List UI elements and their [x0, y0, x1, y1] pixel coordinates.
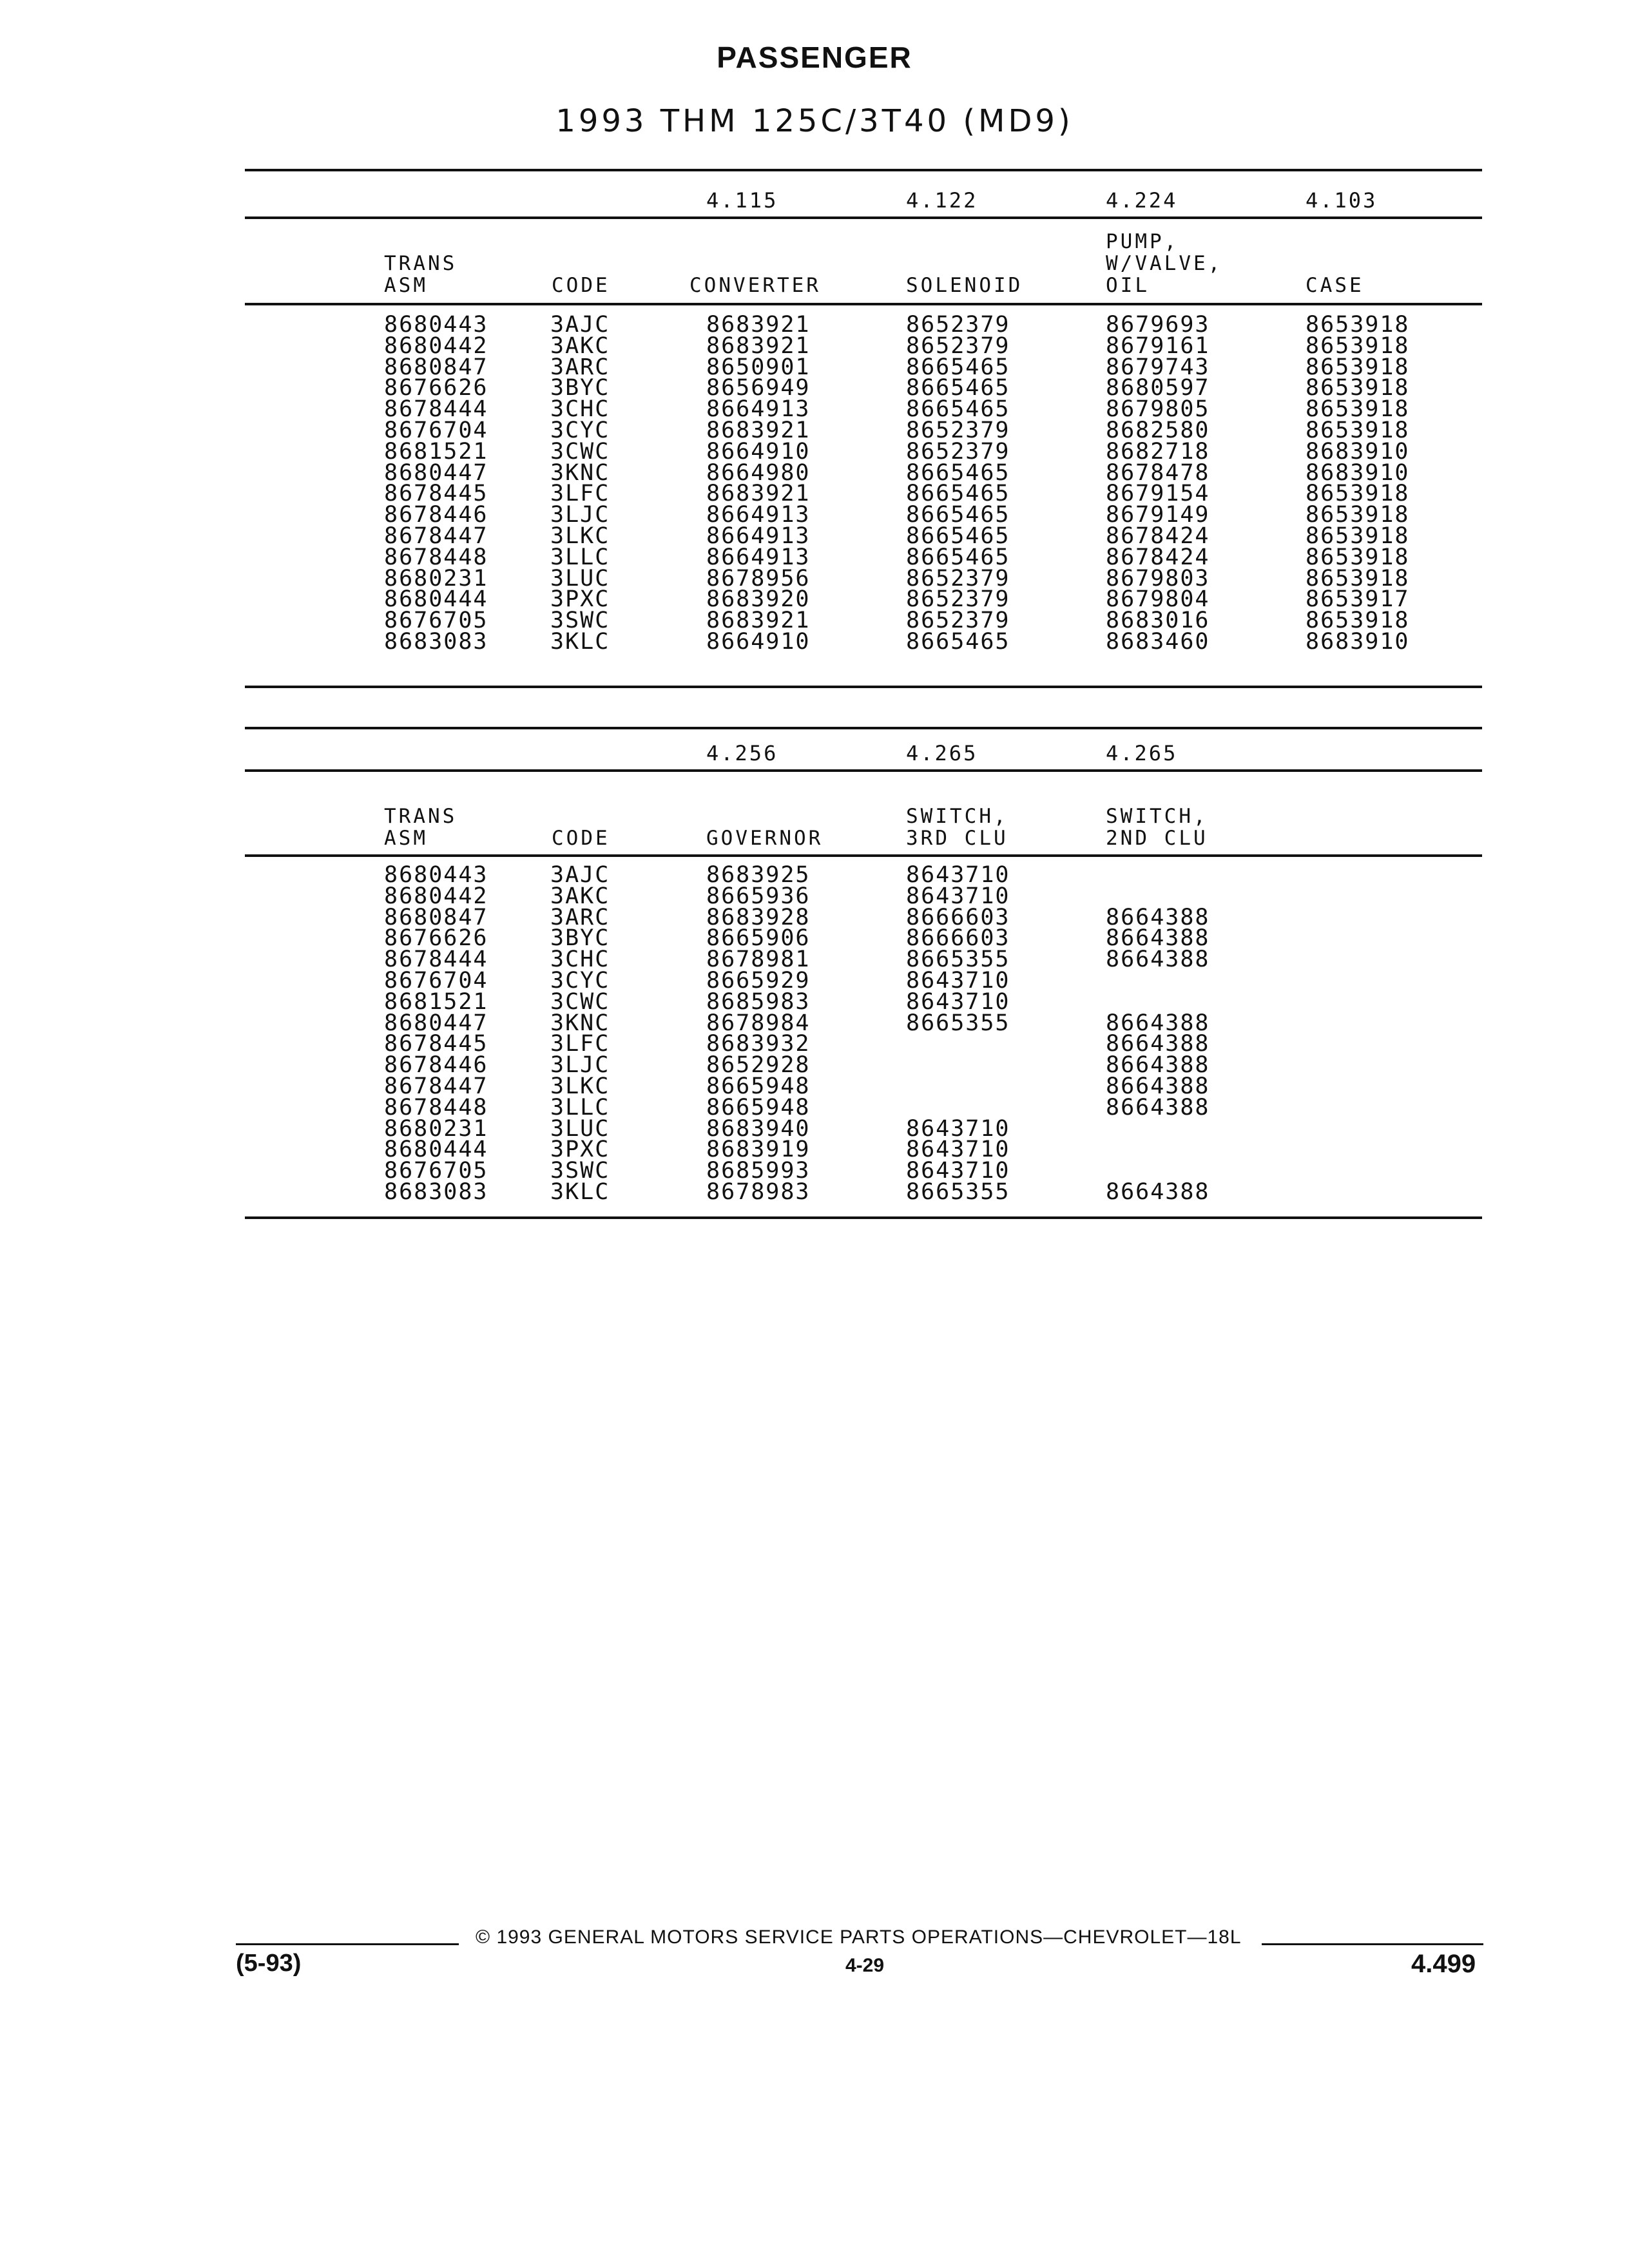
table-cell: 8652379: [906, 565, 1010, 591]
table-cell: 8664388: [1106, 1010, 1210, 1036]
table-cell: 8665465: [906, 396, 1010, 423]
table-cell: 8683910: [1306, 459, 1410, 486]
table-cell: 8678956: [706, 565, 811, 591]
table-cell: 8680443: [384, 862, 488, 888]
table-cell: 3LJC: [550, 502, 610, 528]
table-cell: 8664913: [706, 544, 811, 570]
table-cell: 8653918: [1306, 608, 1410, 634]
table-cell: 8679805: [1106, 396, 1210, 423]
table-cell: 8643710: [906, 1158, 1010, 1184]
table-cell: 8650901: [706, 354, 811, 380]
table-cell: 8665355: [906, 947, 1010, 973]
table-cell: 8676626: [384, 925, 488, 952]
table-cell: 8680447: [384, 459, 488, 486]
table-cell: 3KNC: [550, 459, 610, 486]
table-cell: 8683083: [384, 629, 488, 655]
table-cell: 8653918: [1306, 332, 1410, 359]
section-number: 4.115: [706, 188, 778, 213]
table-cell: 3AJC: [550, 862, 610, 888]
table-cell: 8652379: [906, 608, 1010, 634]
table-cell: 3SWC: [550, 608, 610, 634]
table-cell: 8652379: [906, 418, 1010, 443]
table-cell: 8683920: [706, 586, 811, 613]
page-title: PASSENGER: [717, 41, 912, 74]
table-cell: 3PXC: [550, 586, 610, 613]
table-cell: 8643710: [906, 968, 1010, 994]
table-cell: 8664980: [706, 459, 811, 486]
section-number: 4.265: [1106, 741, 1178, 765]
table-cell: 8680847: [384, 354, 488, 380]
table-cell: 8652379: [906, 438, 1010, 465]
table-cell: 8683921: [706, 418, 811, 443]
table-cell: 8678981: [706, 947, 811, 973]
table-cell: 8683932: [706, 1031, 811, 1057]
table-cell: 8665936: [706, 883, 811, 909]
table-cell: 3KNC: [550, 1010, 610, 1036]
header-switch-3rd: SWITCH,: [906, 805, 1008, 828]
table-cell: 8678984: [706, 1010, 811, 1036]
table-cell: 8665465: [906, 544, 1010, 570]
table-cell: 8680443: [384, 312, 488, 338]
table-cell: 8678447: [384, 1073, 488, 1099]
table-cell: 8678424: [1106, 544, 1210, 570]
table-cell: 8666603: [906, 904, 1010, 930]
table-cell: 8664913: [706, 502, 811, 528]
table-cell: 3CYC: [550, 418, 610, 443]
table-cell: 8683921: [706, 608, 811, 634]
table-cell: 8664913: [706, 523, 811, 549]
section-number-footer: 4.499: [1411, 1950, 1476, 1978]
table-cell: 8664388: [1106, 947, 1210, 973]
table-cell: 3PXC: [550, 1137, 610, 1163]
table-cell: 8653918: [1306, 544, 1410, 570]
table-cell: 8681521: [384, 438, 488, 465]
table-cell: 8678983: [706, 1179, 811, 1205]
table-cell: 8678448: [384, 1094, 488, 1120]
table-cell: 3AKC: [550, 332, 610, 359]
table-cell: 8664388: [1106, 1094, 1210, 1120]
table-cell: 8643710: [906, 1137, 1010, 1163]
table-cell: 8678447: [384, 523, 488, 549]
table-cell: 8665929: [706, 968, 811, 994]
table-cell: 8665465: [906, 523, 1010, 549]
header-pump: OIL: [1106, 274, 1150, 297]
header-code: CODE: [552, 827, 610, 850]
page-subtitle: 1993 THM 125C/3T40 (MD9): [555, 103, 1074, 139]
header-pump: W/VALVE,: [1106, 252, 1223, 275]
table-cell: 8653918: [1306, 523, 1410, 549]
table-cell: 8664913: [706, 396, 811, 423]
table-cell: 3KLC: [550, 1179, 610, 1205]
table-cell: 8665465: [906, 502, 1010, 528]
table-cell: 8679803: [1106, 565, 1210, 591]
table-cell: 8665465: [906, 354, 1010, 380]
table-cell: 8666603: [906, 925, 1010, 952]
table-rule: [245, 727, 1482, 729]
table-cell: 8643710: [906, 1115, 1010, 1142]
table-cell: 8665465: [906, 459, 1010, 486]
table-cell: 8685983: [706, 988, 811, 1015]
table-cell: 3ARC: [550, 904, 610, 930]
table-cell: 8664388: [1106, 1179, 1210, 1205]
table-cell: 8679161: [1106, 332, 1210, 359]
table-cell: 8683460: [1106, 629, 1210, 655]
table-cell: 8680231: [384, 565, 488, 591]
table-cell: 8664388: [1106, 925, 1210, 952]
table-cell: 8643710: [906, 862, 1010, 888]
table-cell: 8680442: [384, 883, 488, 909]
table-cell: 3ARC: [550, 354, 610, 380]
table-cell: 8652379: [906, 586, 1010, 613]
table-cell: 8664910: [706, 438, 811, 465]
table-cell: 8679693: [1106, 312, 1210, 338]
table-cell: 8678478: [1106, 459, 1210, 486]
section-number: 4.265: [906, 741, 978, 765]
table-cell: 3LLC: [550, 1094, 610, 1120]
table-cell: 8665948: [706, 1073, 811, 1099]
table-cell: 3LLC: [550, 544, 610, 570]
table-cell: 8665465: [906, 375, 1010, 401]
header-trans: TRANS: [384, 805, 458, 828]
table-cell: 3CHC: [550, 396, 610, 423]
table-cell: 8682718: [1106, 438, 1210, 465]
table-cell: 8683940: [706, 1115, 811, 1142]
table-cell: 8676705: [384, 1158, 488, 1184]
table-cell: 8683083: [384, 1179, 488, 1205]
table-cell: 8656949: [706, 375, 811, 401]
table-cell: 8683921: [706, 332, 811, 359]
header-asm: ASM: [384, 827, 428, 850]
table-cell: 8678445: [384, 1031, 488, 1057]
table-cell: 8678446: [384, 1052, 488, 1079]
section-number: 4.103: [1306, 188, 1378, 213]
table-cell: 8683921: [706, 481, 811, 507]
copyright-text: © 1993 GENERAL MOTORS SERVICE PARTS OPERATIONS—CHEVROLET—18L: [476, 1927, 1242, 1948]
page-number: 4-29: [845, 1955, 885, 1976]
table-cell: 8680444: [384, 586, 488, 613]
table-cell: 8680597: [1106, 375, 1210, 401]
table-cell: 3LFC: [550, 1031, 610, 1057]
table-cell: 3LUC: [550, 565, 610, 591]
table-cell: 8680442: [384, 332, 488, 359]
table-cell: 3KLC: [550, 629, 610, 655]
table-cell: 8664388: [1106, 1073, 1210, 1099]
header-switch-3rd: 3RD CLU: [906, 827, 1008, 850]
footer-rule: [236, 1943, 459, 1945]
table-cell: 8683910: [1306, 629, 1410, 655]
revision-date: (5-93): [236, 1950, 302, 1977]
table-cell: 8679743: [1106, 354, 1210, 380]
table-cell: 8682580: [1106, 418, 1210, 443]
table-cell: 3LUC: [550, 1115, 610, 1142]
header-converter: CONVERTER: [689, 274, 821, 297]
footer-rule: [1262, 1943, 1483, 1945]
table-rule: [245, 854, 1482, 857]
table-cell: 8680444: [384, 1137, 488, 1163]
table-cell: 3BYC: [550, 925, 610, 952]
header-switch-2nd: 2ND CLU: [1106, 827, 1208, 850]
table-cell: 8653918: [1306, 418, 1410, 443]
table-cell: 8678444: [384, 947, 488, 973]
table-cell: 8664388: [1106, 904, 1210, 930]
table-cell: 8653918: [1306, 354, 1410, 380]
table-rule: [245, 169, 1482, 171]
table-cell: 8678445: [384, 481, 488, 507]
table-cell: 8678446: [384, 502, 488, 528]
table-cell: 8685993: [706, 1158, 811, 1184]
table-cell: 8652379: [906, 332, 1010, 359]
table-cell: 8676704: [384, 418, 488, 443]
section-number: 4.224: [1106, 188, 1178, 213]
header-trans: TRANS: [384, 252, 458, 275]
table-cell: 8679804: [1106, 586, 1210, 613]
table-cell: 8653918: [1306, 481, 1410, 507]
table-cell: 8679149: [1106, 502, 1210, 528]
table-rule: [245, 686, 1482, 688]
table-cell: 3CHC: [550, 947, 610, 973]
section-number: 4.256: [706, 741, 778, 765]
table-cell: 8678424: [1106, 523, 1210, 549]
table-cell: 8665465: [906, 481, 1010, 507]
table-cell: 8680447: [384, 1010, 488, 1036]
table-cell: 3LKC: [550, 523, 610, 549]
table-cell: 8665355: [906, 1010, 1010, 1036]
table-cell: 8653918: [1306, 375, 1410, 401]
table-cell: 3SWC: [550, 1158, 610, 1184]
header-switch-2nd: SWITCH,: [1106, 805, 1208, 828]
table-cell: 3CWC: [550, 438, 610, 465]
table-cell: 8665948: [706, 1094, 811, 1120]
table-cell: 8676705: [384, 608, 488, 634]
table-cell: 8678444: [384, 396, 488, 423]
table-cell: 8683925: [706, 862, 811, 888]
header-pump: PUMP,: [1106, 230, 1179, 253]
table-cell: 8652379: [906, 312, 1010, 338]
table-cell: 8664388: [1106, 1052, 1210, 1079]
table-cell: 8676704: [384, 968, 488, 994]
header-solenoid: SOLENOID: [906, 274, 1023, 297]
table-rule: [245, 216, 1482, 219]
header-case: CASE: [1306, 274, 1364, 297]
table-cell: 3BYC: [550, 375, 610, 401]
table-cell: 8680231: [384, 1115, 488, 1142]
table-cell: 8652928: [706, 1052, 811, 1079]
table-cell: 8680847: [384, 904, 488, 930]
header-governor: GOVERNOR: [706, 827, 824, 850]
table-cell: 8665906: [706, 925, 811, 952]
table-rule: [245, 1216, 1482, 1219]
table-rule: [245, 303, 1482, 305]
table-rule: [245, 769, 1482, 772]
table-cell: 3AJC: [550, 312, 610, 338]
table-cell: 8643710: [906, 883, 1010, 909]
table-cell: 8676626: [384, 375, 488, 401]
table-cell: 8653918: [1306, 396, 1410, 423]
table-cell: 8681521: [384, 988, 488, 1015]
table-cell: 8643710: [906, 988, 1010, 1015]
table-cell: 3CWC: [550, 988, 610, 1015]
table-cell: 8664388: [1106, 1031, 1210, 1057]
table-cell: 8678448: [384, 544, 488, 570]
table-cell: 8683921: [706, 312, 811, 338]
table-cell: 8653918: [1306, 565, 1410, 591]
table-cell: 8653918: [1306, 312, 1410, 338]
table-cell: 8664910: [706, 629, 811, 655]
table-cell: 8683910: [1306, 438, 1410, 465]
table-cell: 8683919: [706, 1137, 811, 1163]
table-cell: 3AKC: [550, 883, 610, 909]
table-cell: 3CYC: [550, 968, 610, 994]
table-cell: 8683928: [706, 904, 811, 930]
table-cell: 3LJC: [550, 1052, 610, 1079]
section-number: 4.122: [906, 188, 978, 213]
table-cell: 8653918: [1306, 502, 1410, 528]
table-cell: 8653917: [1306, 586, 1410, 613]
table-cell: 8665465: [906, 629, 1010, 655]
table-cell: 8683016: [1106, 608, 1210, 634]
table-cell: 3LFC: [550, 481, 610, 507]
table-cell: 8679154: [1106, 481, 1210, 507]
header-asm: ASM: [384, 274, 428, 297]
table-cell: 8665355: [906, 1179, 1010, 1205]
header-code: CODE: [552, 274, 610, 297]
table-cell: 3LKC: [550, 1073, 610, 1099]
